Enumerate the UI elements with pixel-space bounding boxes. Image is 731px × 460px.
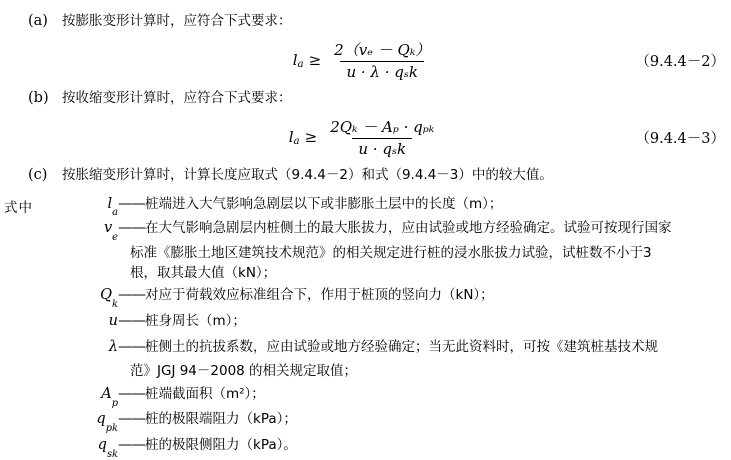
definition-text: 桩身周长（m）； [145, 313, 246, 330]
clause-c [0, 164, 731, 187]
clause-b [0, 87, 731, 110]
definition-symbol: $Q_k$ [100, 287, 118, 311]
definition-dash: —— [118, 287, 145, 304]
document-page [0, 10, 731, 460]
formula-9-4-4-2-body [293, 39, 439, 81]
definition-symbol: $q_{sk}$ [97, 437, 118, 460]
definition-dash: —— [118, 220, 145, 237]
definition-row [0, 218, 731, 242]
definition-text: 桩端进入大气影响急剧层以下或非膨胀土层中的长度（m）； [145, 195, 503, 212]
definition-dash: —— [118, 338, 145, 355]
formula-2-lhs-var: l [288, 128, 294, 147]
definition-row [0, 384, 731, 408]
formula-9-4-4-3-body [289, 116, 443, 158]
clause-a-text: 按膨胀变形计算时，应符合下式要求： [62, 13, 292, 29]
definition-dash: —— [118, 313, 145, 330]
definition-symbol: $l_a$ [107, 195, 118, 219]
formula-9-4-4-2 [0, 39, 731, 81]
definition-row [0, 409, 731, 433]
formula-2-denominator: u · qₛk [352, 138, 412, 158]
definition-continuation: 根，取其最大值（kN）； [130, 265, 277, 282]
definition-dash: —— [118, 437, 145, 454]
clause-b-text: 按收缩变形计算时，应符合下式要求： [62, 90, 292, 107]
definitions-section [0, 194, 731, 459]
definition-row [0, 337, 731, 361]
definition-text: 桩的极限端阻力（kPa）； [145, 411, 297, 428]
definition-text: 在大气影响急剧层内桩侧土的最大胀拔力，应由试验或地方经验确定。试验可按现行国家 [145, 220, 672, 237]
formula-1-fraction [328, 39, 436, 81]
definition-symbol: $A_p$ [101, 385, 118, 409]
formula-9-4-4-3 [0, 116, 731, 158]
formula-1-numerator: 2（vₑ － Qₖ） [334, 41, 431, 60]
clause-c-text: 按胀缩变形计算时，计算长度应取式（9.4.4－2）和式（9.4.4－3）中的较大值。 [62, 167, 553, 184]
definition-continuation: 标准《膨胀土地区建筑技术规范》的相关规定进行桩的浸水胀拔力试验，试桩数不小于3 [130, 244, 652, 261]
formula-1-lhs-sub: a [297, 58, 304, 70]
clause-a [0, 10, 731, 33]
formula-2-relation: ≥ [304, 128, 318, 147]
definition-symbol: $q_{pk}$ [96, 411, 118, 435]
definition-row [0, 285, 731, 309]
definition-continuation: 范》JGJ 94－2008 的相关规定取值； [130, 363, 358, 380]
clause-b-label: (b) [28, 90, 49, 107]
formula-1-relation: ≥ [308, 51, 322, 70]
formula-2-number: （9.4.4－3） [635, 130, 725, 147]
clause-c-label: (c) [28, 167, 48, 184]
definition-row [0, 311, 731, 335]
definition-dash: —— [118, 385, 145, 402]
definition-symbol: u [108, 313, 118, 330]
formula-1-number: （9.4.4－2） [635, 53, 725, 70]
definition-row [0, 194, 731, 218]
definition-row [0, 435, 731, 459]
definition-dash: —— [118, 195, 145, 212]
formula-1-denominator: u · λ · qₛk [340, 61, 424, 81]
definition-symbol: λ [108, 338, 118, 355]
definition-text: 桩侧土的抗拔系数，应由试验或地方经验确定；当无此资料时，可按《建筑桩基技术规 [145, 338, 658, 355]
where-label: 式中 [4, 199, 33, 216]
definition-symbol: $v_e$ [103, 220, 118, 244]
definition-dash: —— [118, 411, 145, 428]
formula-1-lhs-var: l [292, 51, 298, 70]
definition-text: 桩的极限侧阻力（kPa）。 [145, 437, 297, 454]
formula-2-numerator: 2Qₖ － Aₚ · qₚₖ [330, 118, 435, 137]
formula-2-fraction [324, 116, 440, 158]
clause-a-label: (a) [28, 13, 48, 29]
formula-2-lhs-sub: a [293, 135, 300, 147]
definition-text: 对应于荷载效应标准组合下，作用于桩顶的竖向力（kN）； [145, 287, 494, 304]
definition-text: 桩端截面积（m²）； [145, 385, 265, 402]
